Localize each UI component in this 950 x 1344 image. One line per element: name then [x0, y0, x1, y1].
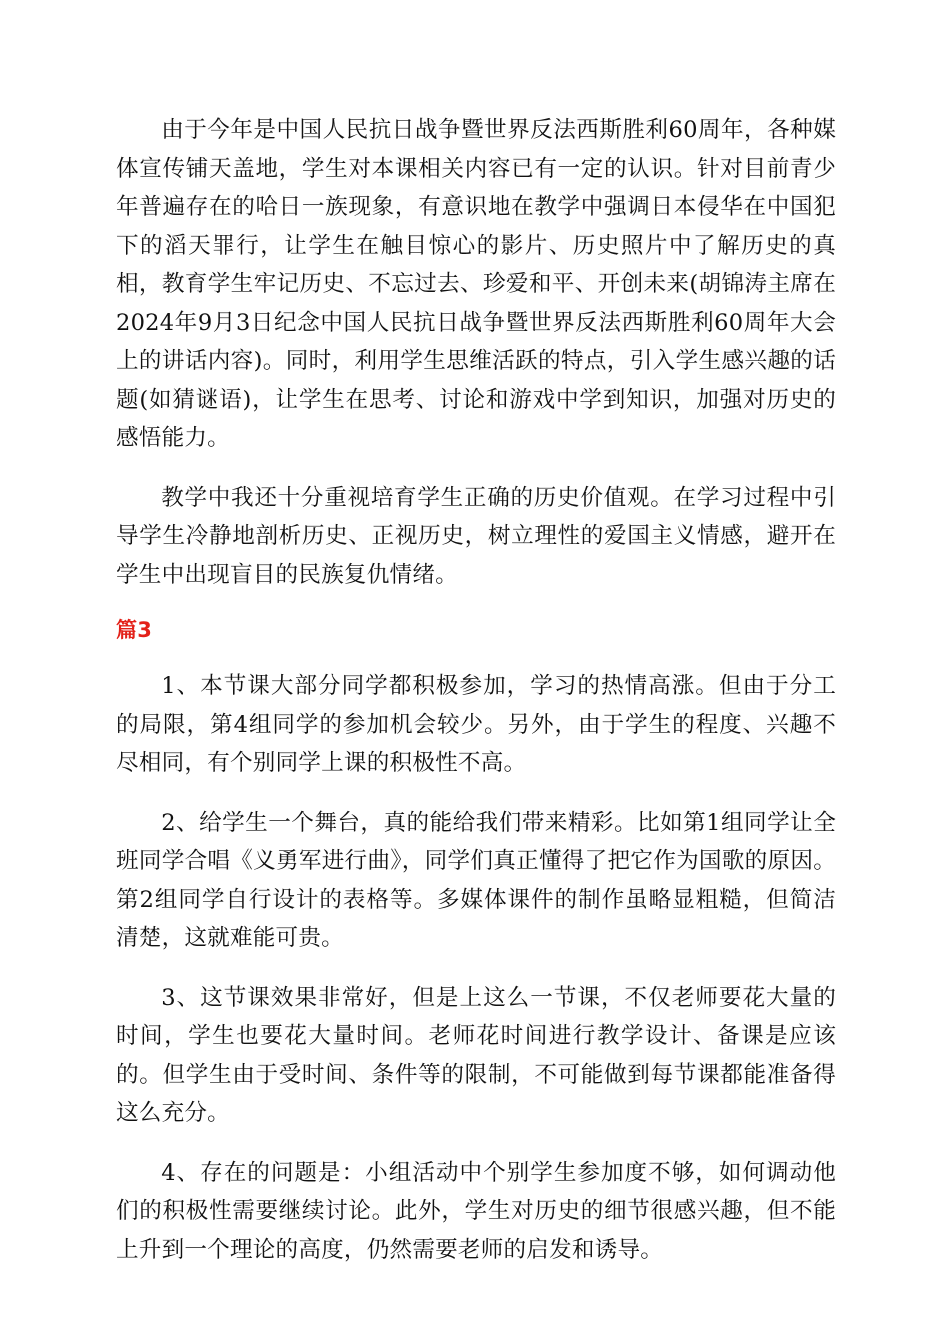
- document-body: [116, 111, 836, 1290]
- section-paragraph-3: 3、这节课效果非常好，但是上这么一节课，不仅老师要花大量的时间，学生也要花大量时间。老师花时间进行教学设计、备课是应该的。但学生由于受时间、条件等的限制，不可能做到每节课都能准备得这么充分。: [116, 984, 836, 1126]
- section-heading: 篇3: [116, 618, 153, 642]
- section-paragraph-4: 4、存在的问题是：小组活动中个别学生参加度不够，如何调动他们的积极性需要继续讨论。此外，学生对历史的细节很感兴趣，但不能上升到一个理论的高度，仍然需要老师的启发和诱导。: [116, 1159, 836, 1263]
- body-paragraph-2: 教学中我还十分重视培育学生正确的历史价值观。在学习过程中引导学生冷静地剖析历史、正视历史，树立理性的爱国主义情感，避开在学生中出现盲目的民族复仇情绪。: [116, 484, 836, 588]
- section-paragraph-1: 1、本节课大部分同学都积极参加，学习的热情高涨。但由于分工的局限，第4组同学的参加机会较少。另外，由于学生的程度、兴趣不尽相同，有个别同学上课的积极性不高。: [116, 673, 836, 776]
- section-paragraph-2: 2、给学生一个舞台，真的能给我们带来精彩。比如第1组同学让全班同学合唱《义勇军进行曲》，同学们真正懂得了把它作为国歌的原因。第2组同学自行设计的表格等。多媒体课件的制作虽略显粗糙，但简洁清楚，这就难能可贵。: [116, 809, 836, 951]
- body-paragraph-1: 由于今年是中国人民抗日战争暨世界反法西斯胜利60周年，各种媒体宣传铺天盖地，学生对本课相关内容已有一定的认识。针对目前青少年普遍存在的哈日一族现象，有意识地在教学中强调日本侵华在中国犯下的滔天罪行，让学生在触目惊心的影片、历史照片中了解历史的真相，教育学生牢记历史、不忘过去、珍爱和平、开创未来(胡锦涛主席在2024年9月3日纪念中国人民抗日战争暨世界反法西斯胜利60周年大会上的讲话内容)。同时，利用学生思维活跃的特点，引入学生感兴趣的话题(如猜谜语)，让学生在思考、讨论和游戏中学到知识，加强对历史的感悟能力。: [116, 117, 836, 451]
